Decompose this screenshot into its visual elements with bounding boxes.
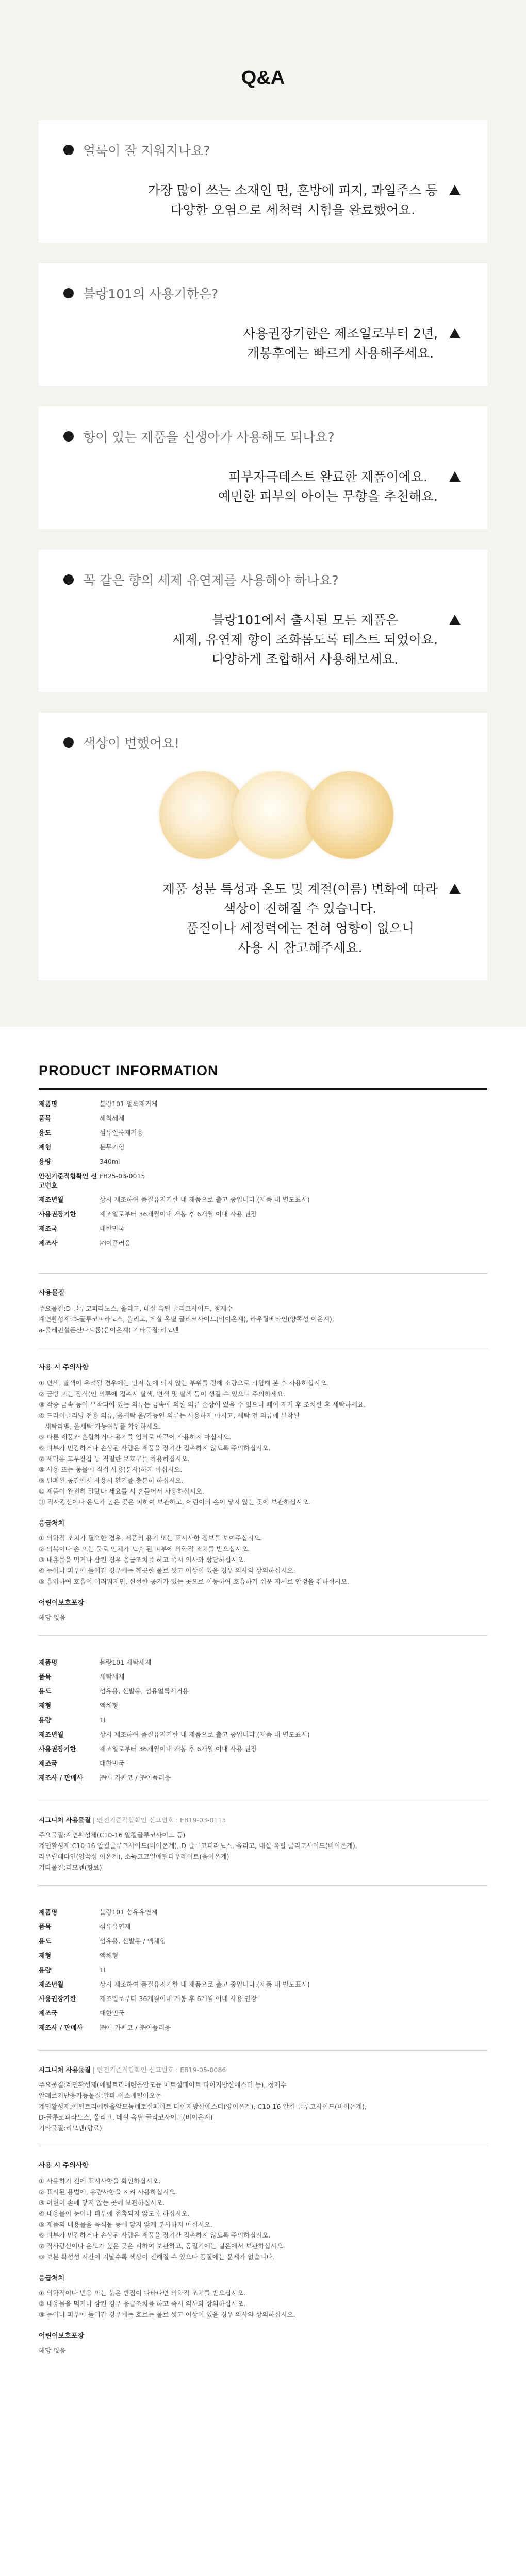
- registration-number: 안전기준적합확인 신고번호 : EB19-05-0086: [97, 2066, 226, 2074]
- triangle-icon: [449, 471, 461, 482]
- product-information-section: [0, 1027, 526, 2368]
- spec-key: 용량: [39, 1966, 52, 1974]
- cautions-block: [39, 1348, 487, 1635]
- signature-line: 알레르기반응가능물질:알파-이소메틸이오논: [39, 2092, 162, 2099]
- signature-line: 계면활성제:C10-16 알킬글루코사이드(비이온계), D-글루코피라노스, 올리고, 데실 옥틸 글리코사이드(비이온계),: [39, 1842, 357, 1850]
- signature-title: 시그니처 사용물질: [39, 2066, 91, 2074]
- caution-item: ⑩ 제품이 완전히 말랐다 세요를 시 흔들어서 사용하십시오.: [39, 1487, 204, 1495]
- child-package-text: 해당 없음: [39, 1614, 66, 1621]
- spec-key: 용도: [39, 1129, 52, 1137]
- qa-answer-line: 다양한 오염으로 세척력 시험을 완료했어요.: [170, 202, 415, 217]
- spec-row: [39, 1934, 487, 1948]
- spec-key: 제조년월: [39, 1980, 64, 1988]
- spec-row: [39, 1699, 487, 1713]
- signature-ingredients-block: [39, 1801, 487, 1885]
- spec-table-stain-remover: [39, 1097, 487, 1250]
- triangle-icon: [449, 615, 461, 625]
- caution-item: ⑤ 다른 제품과 혼합하거나 용기를 임의로 바꾸어 사용하지 마십시오.: [39, 1433, 231, 1441]
- triangle-icon: [449, 328, 461, 338]
- signature-title: 시그니처 사용물질: [39, 1816, 91, 1824]
- bullet-dot-icon: [63, 288, 74, 298]
- spec-value: 대한민국: [100, 1759, 125, 1767]
- qa-answer-line: 사용 시 참고해주세요.: [238, 940, 363, 955]
- qa-card: [39, 550, 487, 692]
- caution-item: ④ 드라이클리닝 전용 의류, 울세탁 울/가능인 의류는 사용하지 마시고, 세탁 전 의류에 부착된: [39, 1412, 300, 1419]
- caution-item: ① 변색, 탈색이 우려될 경우에는 먼저 눈에 띄지 않는 부위를 정해 소량으로 시험해 본 후 사용하십시오.: [39, 1379, 328, 1387]
- firstaid-item: ③ 내용물을 먹거나 삼킨 경우 응급조치를 하고 즉시 의사와 상담하십시오.: [39, 1556, 246, 1564]
- caution-item: ⑥ 피부가 민감하거나 손상된 사람은 제품을 장기간 접촉하지 않도록 주의하십시오.: [39, 1444, 271, 1452]
- qa-answer-line: 품질이나 세정력에는 전혀 영향이 없으니: [186, 921, 415, 936]
- spec-row: [39, 1771, 487, 1785]
- spec-row: [39, 2021, 487, 2035]
- spec-key: 제형: [39, 1702, 52, 1709]
- signature-line: 라우릴베타인(양쪽성 이온계), 소듐코코일메틸타우레이트(음이온계): [39, 1853, 229, 1860]
- firstaid-item: ② 내용물을 먹거나 삼킨 경우 응급조치를 하고 즉시 의사와 상의하십시오.: [39, 2300, 246, 2308]
- spec-row: [39, 1140, 487, 1155]
- spec-key: 제조국: [39, 2009, 58, 2017]
- spec-row: [39, 1193, 487, 1207]
- spec-row: [39, 1713, 487, 1727]
- spec-key: 제조년월: [39, 1196, 64, 1204]
- spec-row: [39, 1207, 487, 1222]
- spec-row: [39, 1963, 487, 1977]
- spec-row: [39, 1684, 487, 1699]
- signature-head: 시그니처 사용물질 | 안전기준적합확인 신고번호 : EB19-03-0113: [39, 1816, 226, 1824]
- signature-line: 주요물질:계면활성제(C10-16 알킬글루코사이드 등): [39, 1831, 186, 1839]
- caution-item: ⑨ 밀폐된 공간에서 사용시 환기를 충분히 하십시오.: [39, 1477, 184, 1484]
- qa-answer-line: 색상이 진해질 수 있습니다.: [223, 901, 377, 916]
- triangle-icon: [449, 185, 461, 195]
- signature-line: 주요물질:계면활성제(에틸트리에탄올암모늄 메토설페이트 다이지방산에스터 등), 정제수: [39, 2081, 287, 2089]
- spec-row: [39, 1992, 487, 2006]
- spec-value: 섬유용, 신발용 / 액체형: [100, 1937, 166, 1945]
- spec-value: 섬유용, 신발용, 섬유얼룩제거용: [100, 1687, 189, 1695]
- qa-question: [63, 427, 463, 446]
- spec-key: 제조사 / 판매사: [39, 2024, 83, 2031]
- qa-answer-text: [162, 879, 438, 958]
- spec-row: [39, 1948, 487, 1963]
- spec-key: 용량: [39, 1716, 52, 1724]
- spec-value: 세탁세제: [100, 1673, 125, 1681]
- signature-head: 시그니처 사용물질 | 안전기준적합확인 신고번호 : EB19-05-0086: [39, 2066, 226, 2074]
- spec-key: 제조사 / 판매사: [39, 1774, 83, 1782]
- qa-answer-text: [243, 324, 438, 363]
- spec-row: [39, 1126, 487, 1140]
- spec-key: 제조년월: [39, 1731, 64, 1738]
- spec-key: 사용권장기한: [39, 1745, 76, 1753]
- spec-value: 상시 제조하여 품질유지기한 내 제품으로 출고 중입니다.(제품 내 별도표시): [100, 1731, 310, 1738]
- spec-key: 제조국: [39, 1225, 58, 1232]
- spec-row: [39, 1756, 487, 1771]
- qa-answer-line: 피부자극테스트 완료한 제품이에요.: [228, 469, 428, 484]
- qa-answer-line: 세제, 유연제 향이 조화롭도록 테스트 되었어요.: [172, 632, 438, 647]
- qa-question-text: 얼룩이 잘 지워지나요?: [83, 143, 210, 158]
- bullet-dot-icon: [63, 145, 74, 155]
- firstaid-title: 응급처치: [39, 2275, 65, 2282]
- spec-value: 상시 제조하여 품질유지기한 내 제품으로 출고 중입니다.(제품 내 별도표시): [100, 1980, 310, 1988]
- spec-row: [39, 2006, 487, 2021]
- signature-line: D-글루코피라노스, 올리고, 데실 옥틸 글리코사이드(비이온계): [39, 2113, 213, 2121]
- ingredient-line: a-올레핀설폰산나트륨(음이온계) 기타물질:리모넨: [39, 1326, 179, 1334]
- spec-key: 용도: [39, 1687, 52, 1695]
- spec-row: [39, 1905, 487, 1920]
- spec-key: 제품명: [39, 1658, 58, 1666]
- firstaid-item: ② 의복이나 손 또는 물로 인체가 노출 된 피부에 의학적 조치를 받으십시오.: [39, 1545, 250, 1553]
- qa-answer-line: 가장 많이 쓰는 소재인 면, 혼방에 피지, 과일주스 등: [147, 183, 438, 198]
- spec-value: 섬유유연제: [100, 1923, 131, 1930]
- spec-row: [39, 1920, 487, 1934]
- qa-answer-line: 사용권장기한은 제조일로부터 2년,: [243, 326, 438, 341]
- spec-key: 제형: [39, 1952, 52, 1959]
- color-swatches-image: [105, 771, 463, 859]
- triangle-icon: [449, 884, 461, 894]
- qa-question-text: 색상이 변했어요!: [83, 736, 180, 751]
- spec-row: [39, 1670, 487, 1684]
- firstaid-title: 응급처치: [39, 1520, 65, 1528]
- spec-row: [39, 1655, 487, 1670]
- signature-line: 계면활성제:에틸트리에탄올암모늄메토설페이트 다이지방산에스터(양이온계), C10-16 알킬 글루코사이드(비이온계),: [39, 2103, 367, 2110]
- spec-key: 안전기준적합확인 신고번호: [39, 1172, 97, 1189]
- caution-item: ⑥ 피부가 민감하거나 손상된 사람은 제품을 장기간 접촉하지 않도록 주의하십시오.: [39, 2231, 271, 2239]
- caution-item: ⑧ 보본 확성성 시간이 지날수록 색상이 진해질 수 있으나 품질에는 문제가 없습니다.: [39, 2253, 275, 2261]
- qa-question: [63, 141, 463, 159]
- spec-value: 대한민국: [100, 1225, 125, 1232]
- spec-value: 분무기형: [100, 1143, 125, 1151]
- caution-item: 세탁라벨, 울세탁 가능여부를 확인하세요.: [39, 1422, 161, 1430]
- caution-item: ④ 내용물이 눈이나 피부에 접촉되지 않도록 하십시오.: [39, 2210, 190, 2217]
- spec-value: FB25-03-0015: [100, 1172, 145, 1180]
- spec-key: 제형: [39, 1143, 52, 1151]
- spec-key: 사용권장기한: [39, 1995, 76, 2003]
- spec-key: 용량: [39, 1158, 52, 1165]
- child-package-text: 해당 없음: [39, 2347, 66, 2354]
- qa-answer-line: 제품 성분 특성과 온도 및 계절(여름) 변화에 따라: [162, 882, 438, 896]
- firstaid-item: ④ 눈이나 피부에 들어간 경우에는 깨끗한 물로 씻고 이상이 있을 경우 의사와 상의하십시오.: [39, 1567, 295, 1574]
- qa-answer-text: [218, 467, 438, 506]
- qa-answer-line: 다양하게 조합해서 사용해보세요.: [211, 652, 399, 667]
- caution-item: ⑦ 세탁용 고무장갑 등 적절한 보호구를 착용하십시오.: [39, 1455, 190, 1463]
- qa-answer: [63, 181, 463, 220]
- spec-value: 제조일로부터 36개월이내 개봉 후 6개월 이내 사용 권장: [100, 1745, 257, 1753]
- qa-card: [39, 713, 487, 980]
- ingredients-title: 사용물질: [39, 1289, 65, 1297]
- bullet-dot-icon: [63, 737, 74, 748]
- caution-item: ⑤ 제품의 내용물을 음식물 등에 닿지 않게 분사하지 마십시오.: [39, 2221, 212, 2228]
- spec-value: 상시 제조하여 품질유지기한 내 제품으로 출고 중입니다.(제품 내 별도표시): [100, 1196, 310, 1204]
- spec-value: 1L: [100, 1716, 107, 1724]
- spec-table-softener: [39, 1905, 487, 2035]
- qa-question-text: 향이 있는 제품을 신생아가 사용해도 되나요?: [83, 430, 335, 445]
- qa-answer: [63, 324, 463, 363]
- spec-key: 제조사: [39, 1239, 58, 1247]
- spec-table-detergent: [39, 1655, 487, 1785]
- spec-key: 사용권장기한: [39, 1210, 76, 1218]
- qa-question: [63, 570, 463, 589]
- bullet-dot-icon: [63, 431, 74, 442]
- qa-answer: [63, 611, 463, 669]
- caution-item: ③ 어린이 손에 닿지 않는 곳에 보관하십시오.: [39, 2199, 165, 2207]
- qa-question: [63, 284, 463, 302]
- spec-value: 340ml: [100, 1158, 120, 1165]
- spec-key: 제품명: [39, 1100, 58, 1108]
- spec-value: 블랑101 섬유유연제: [100, 1908, 158, 1916]
- cautions-title: 사용 시 주의사항: [39, 2162, 89, 2170]
- qa-answer: [63, 879, 463, 958]
- qa-question-text: 꼭 같은 향의 세제 유연제를 사용해야 하나요?: [83, 573, 339, 588]
- spec-value: 1L: [100, 1966, 107, 1974]
- caution-item: ① 사용하기 전에 표시사항을 확인하십시오.: [39, 2177, 161, 2185]
- registration-number: 안전기준적합확인 신고번호 : EB19-03-0113: [97, 1816, 226, 1824]
- caution-item: ⑦ 직사광선이나 온도가 높은 곳은 피하여 보관하고, 동절기에는 실온에서 보관하십시오.: [39, 2242, 285, 2250]
- spec-row: [39, 1169, 487, 1193]
- liquid-swatch: [306, 771, 393, 859]
- ingredient-line: 주요물질:D-글루코피라노스, 올리고, 데실 옥틸 글리코사이드, 정제수: [39, 1304, 233, 1312]
- cautions-title: 사용 시 주의사항: [39, 1364, 89, 1371]
- firstaid-item: ① 의학적이나 빈응 또는 붉은 반점이 나타나면 의학적 조치를 받으십시오.: [39, 2289, 246, 2297]
- qa-answer-line: 개봉후에는 빠르게 사용해주세요.: [247, 346, 434, 361]
- qa-section: [0, 0, 526, 1027]
- spec-row: [39, 1742, 487, 1756]
- spec-value: 대한민국: [100, 2009, 125, 2017]
- qa-title: Q&A: [241, 67, 285, 89]
- spec-key: 품목: [39, 1673, 52, 1681]
- caution-item: ② 금방 또는 장식(인 의류에 접촉시 탈색, 변색 및 탈색 등이 생길 수 있으니 주의하세요.: [39, 1390, 286, 1398]
- child-package-title: 어린이보호포장: [39, 1599, 84, 1607]
- qa-answer-line: 블랑101에서 출시된 모든 제품은: [212, 613, 399, 628]
- qa-card: [39, 406, 487, 529]
- spec-value: 섬유얼룩제거용: [100, 1129, 143, 1137]
- product-information-title: PRODUCT INFORMATION: [39, 1063, 487, 1090]
- spec-value: 세척세제: [100, 1114, 125, 1122]
- spec-value: 제조일로부터 36개월이내 개봉 후 6개월 이내 사용 권장: [100, 1995, 257, 2003]
- signature-line: 기타물질:리모넨(향료): [39, 2124, 102, 2132]
- spec-value: 액체형: [100, 1952, 119, 1959]
- caution-item: ② 표시된 용법에, 용량사항을 지켜 사용하십시오.: [39, 2188, 177, 2196]
- firstaid-item: ① 의학적 조치가 필요한 경우, 제품의 용기 또는 표시사항 정보를 보여주십시오.: [39, 1534, 262, 1542]
- qa-answer-line: 예민한 피부의 아이는 무향을 추천해요.: [218, 489, 438, 504]
- spec-value: 블랑101 얼룩제거제: [100, 1100, 158, 1108]
- qa-answer-text: [148, 181, 438, 220]
- spec-key: 품목: [39, 1923, 52, 1930]
- spec-value: ㈜이플러응: [100, 1239, 131, 1247]
- qa-card: [39, 120, 487, 243]
- caution-item: ③ 각종 금속 등이 부착되어 있는 의류는 금속에 의한 의류 손상이 있을 수 있으니 떼어 제거 후 조치한 후 세탁하세요.: [39, 1401, 366, 1409]
- caution-item: ⑪ 직사광선이나 온도가 높은 곳은 피하여 보관하고, 어린이의 손이 닿지 않는 곳에 보관하십시오.: [39, 1498, 310, 1506]
- spec-key: 품목: [39, 1114, 52, 1122]
- qa-answer-text: [173, 611, 438, 669]
- signature-ingredients-block: [39, 2051, 487, 2146]
- qa-question-text: 블랑101의 사용기한은?: [83, 286, 219, 301]
- spec-row: [39, 1155, 487, 1169]
- spec-key: 용도: [39, 1937, 52, 1945]
- ingredients-block: [39, 1274, 487, 1348]
- spec-row: [39, 1236, 487, 1250]
- spec-row: [39, 1097, 487, 1111]
- caution-item: ⑧ 사용 또는 동물에 직접 사용(분사)하지 마십시오.: [39, 1466, 183, 1473]
- child-package-title: 어린이보호포장: [39, 2332, 84, 2340]
- qa-question: [63, 733, 463, 752]
- firstaid-item: ⑤ 흡입하여 호흡이 어려워지면, 신선한 공기가 있는 곳으로 이동하여 호흡하기 쉬운 자세로 안정을 취하십시오.: [39, 1578, 350, 1585]
- spec-row: [39, 1977, 487, 1992]
- spec-key: 제조국: [39, 1759, 58, 1767]
- spec-value: 블랑101 세탁세제: [100, 1658, 152, 1666]
- signature-line: 기타물질:리모넨(향료): [39, 1863, 102, 1871]
- spec-value: ㈜에-가쎄코 / ㈜이플러응: [100, 2024, 171, 2031]
- spec-value: ㈜에-가쎄코 / ㈜이플러응: [100, 1774, 171, 1782]
- bullet-dot-icon: [63, 574, 74, 585]
- spec-value: 액체형: [100, 1702, 119, 1709]
- qa-answer: [63, 467, 463, 506]
- spec-row: [39, 1727, 487, 1742]
- qa-card: [39, 263, 487, 386]
- spec-row: [39, 1111, 487, 1126]
- firstaid-item: ③ 눈이나 피부에 들어간 경우에는 흐르는 물로 씻고 이상이 있을 경우 의사와 상의하십시오.: [39, 2311, 295, 2318]
- spec-key: 제품명: [39, 1908, 58, 1916]
- ingredient-line: 계면활성제:D-글루코피라노스, 올리고, 데실 옥틸 글리코사이드(비이온계), 라우릴베타인(양쪽성 이온계),: [39, 1315, 334, 1323]
- spec-row: [39, 1222, 487, 1236]
- spec-value: 제조일로부터 36개월이내 개봉 후 6개월 이내 사용 권장: [100, 1210, 257, 1218]
- cautions-block: [39, 2146, 487, 2368]
